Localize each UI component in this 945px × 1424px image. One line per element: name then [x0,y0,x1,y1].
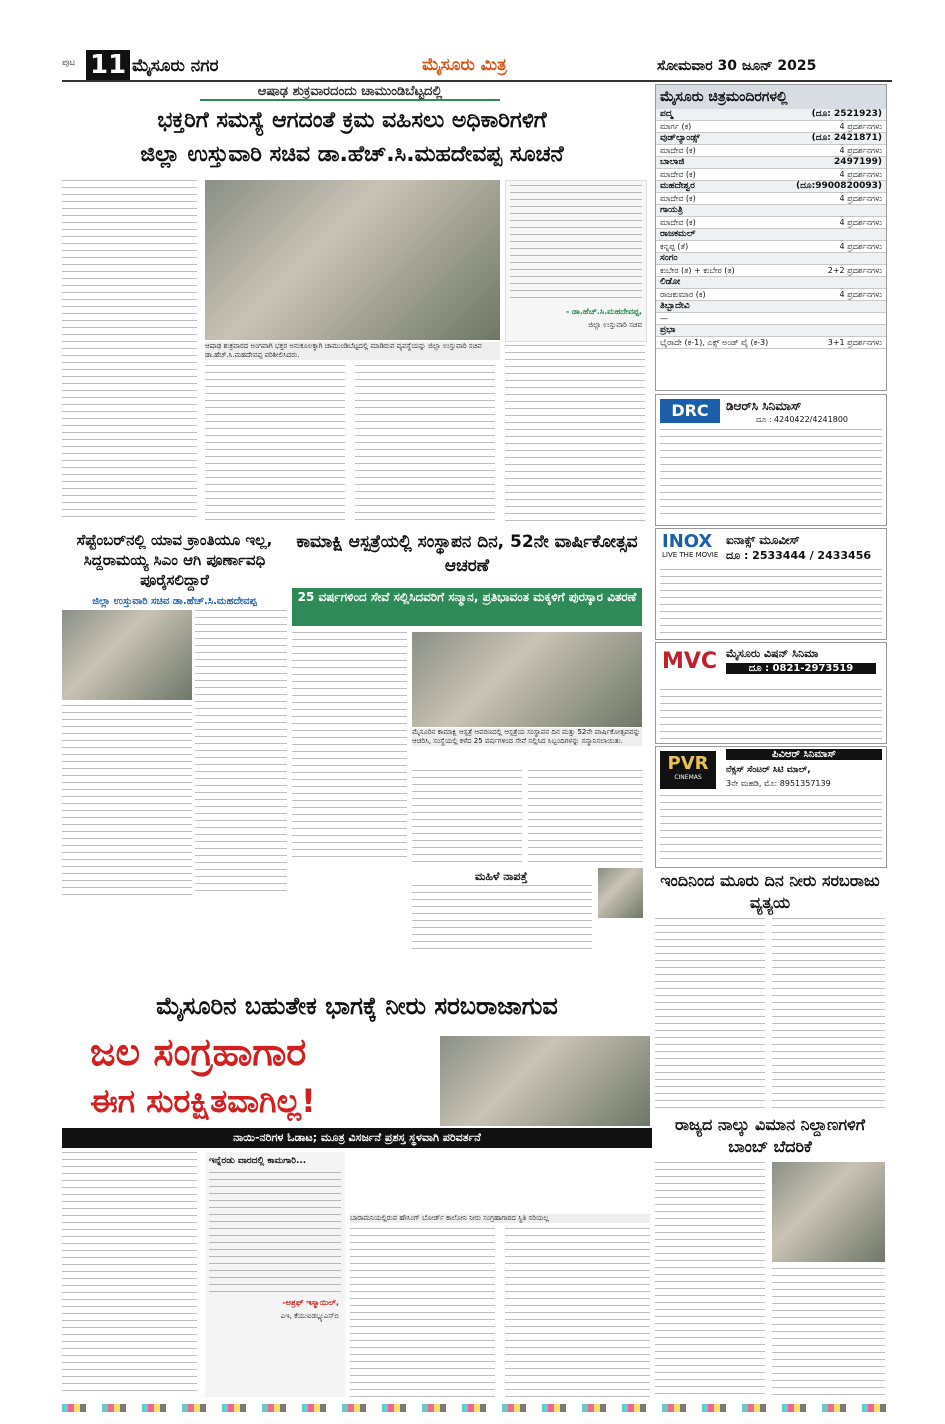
inox-name: ಐನಾಕ್ಸ್ ಮೂವೀಸ್ [726,533,800,547]
film-title: — [660,314,668,323]
film-title: ಭೈರಾದೇ (ಕ-1), ಎಕ್ಸ್ ಅಂಡ್ ವೈ (ಕ-3) [660,338,769,347]
show-count: 2+2 ಪ್ರದರ್ಶನಗಳು [827,266,882,275]
sidebar-role: ಎಇ, ಕೆಯುಐಡಬ್ಲ್ಯುಎಸ್‌ಬಿ [280,1312,339,1320]
hall-label: ರಾಜಕಮಲ್ [660,229,696,239]
sidebar-byline: -ಅಶ್ರಫ್ ಇಸ್ಮಾಯಿಲ್, [282,1298,339,1307]
show-count: 4 ಪ್ರದರ್ಶನಗಳು [839,290,882,299]
page-label: ಪುಟ [62,58,76,68]
drc-box [655,394,887,526]
hall-label: ಬಾಲಾಜಿ [660,157,685,167]
story4-body-col1 [655,918,765,1108]
film-title: ಮಾದೇವ (ಕ) [660,194,696,203]
story5-big-2: ಈಗ ಸುರಕ್ಷಿತವಾಗಿಲ್ಲ! [90,1082,316,1120]
story2-subhead: ಜಿಲ್ಲಾ ಉಸ್ತುವಾರಿ ಸಚಿವ ಡಾ.ಹೆಚ್.ಸಿ.ಮಹದೇವಪ್ಪ [92,596,257,607]
drc-phone: ದೂ : 4240422/4241800 [756,415,849,424]
hall-phone: (ದೂ: 2421871) [811,133,882,143]
cinema-title: ಮೈಸೂರು ಚಿತ್ರಮಂದಿರಗಳಲ್ಲಿ [656,85,886,109]
quote-text [510,185,642,303]
story5-body-col4 [505,1228,650,1398]
story6-headline: ರಾಜ್ಯದ ನಾಲ್ಕು ವಿಮಾನ ನಿಲ್ದಾಣಗಳಿಗೆ ಬಾಂಬ್ ಬೆದರಿಕೆ [674,1115,866,1156]
hall-label: ಮಹದೇಶ್ವರ [660,181,695,191]
story3-body-col1 [292,632,407,862]
story5-big-1: ಜಲ ಸಂಗ್ರಹಾಗಾರ [90,1030,307,1074]
story2-body-col2 [195,610,287,895]
cinema-film-row [656,289,886,301]
story2-body-col1 [62,705,192,895]
pvr-mall: ನೆಕ್ಸಸ್ ಸೆಂಟರ್ ಸಿಟಿ ಮಾಲ್, [726,765,811,775]
cinema-hall-name [656,109,886,121]
drc-name: ಡಿಆರ್‌ಸಿ ಸಿನಿಮಾಸ್ [726,399,802,413]
paper-name: ಮೈಸೂರು ಮಿತ್ರ [422,55,507,75]
story6-body-col1 [655,1162,765,1398]
story3-deck: 25 ವರ್ಷಗಳಿಂದ ಸೇವೆ ಸಲ್ಲಿಸಿದವರಿಗೆ ಸನ್ಮಾನ, ಪ್ರತಿಭಾವಂತ ಮಕ್ಕಳಿಗೆ ಪುರಸ್ಕಾರ ವಿತರಣೆ [292,588,642,626]
masthead [62,50,892,82]
pvr-sub: CINEMAS [674,774,702,781]
pvr-logo: PVR [667,753,709,774]
lead-kicker: ಆಷಾಢ ಶುಕ್ರವಾರದಂದು ಚಾಮುಂಡಿಬೆಟ್ಟದಲ್ಲಿ [200,84,500,101]
cinema-film-row [656,217,886,229]
show-count: 4 ಪ್ರದರ್ಶನಗಳು [839,218,882,227]
sidebar-title: ಇನ್ನೆರಡು ವಾರದಲ್ಲಿ ಕಾಮಗಾರಿ... [209,1156,307,1166]
film-title: ಮಾದೇವ (ಕ) [660,170,696,179]
show-count: 4 ಪ್ರದರ್ಶನಗಳು [839,242,882,251]
mvc-logo: MVC [662,649,718,674]
show-count: 4 ಪ್ರದರ್ಶನಗಳು [839,146,882,155]
film-title: ಮಾದೇವ (ಕ) [660,218,696,227]
story4-body-col2 [772,918,885,1108]
drc-logo: DRC [660,399,720,423]
hall-label: ಲಿಡೋ [660,277,681,287]
missing-person-body [412,885,592,955]
story3-body-col2 [412,770,522,865]
lead-body-col2 [205,365,345,525]
hall-phone: 2497199) [834,157,882,167]
inox-box [655,528,887,640]
page-number: 11 [86,50,130,80]
cinema-hall-name [656,181,886,193]
hall-label: ತಿಬ್ಬಾದೇವಿ [660,301,690,311]
story5-headline: ಮೈಸೂರಿನ ಬಹುತೇಕ ಭಾಗಕ್ಕೆ ನೀರು ಸರಬರಾಜಾಗುವ [156,992,558,1020]
mvc-name: ಮೈಸೂರು ವಿಷನ್ ಸಿನಿಮಾ [726,647,819,660]
inox-schedule [660,569,882,634]
lead-headline-2: ಜಿಲ್ಲಾ ಉಸ್ತುವಾರಿ ಸಚಿವ ಡಾ.ಹೆಚ್.ಸಿ.ಮಹದೇವಪ್ಪ ಸೂಚನೆ [140,142,564,167]
cinema-film-row [656,193,886,205]
missing-person-photo [598,868,643,918]
cinema-film-row [656,337,886,349]
hall-label: ಪ್ರಭಾ [660,325,676,335]
cinema-film-row [656,169,886,181]
pvr-name: ಪಿವಿಆರ್ ಸಿನಿಮಾಸ್ [726,749,882,760]
hall-label: ವುಡ್‌ಲ್ಯಾಂಡ್ಸ್ [660,133,700,143]
lead-photo [205,180,500,340]
pvr-box [655,746,887,868]
quote-role: ಜಿಲ್ಲಾ ಉಸ್ತುವಾರಿ ಸಚಿವ [588,321,642,329]
story2-headline: ಸೆಪ್ಟೆಂಬರ್‌ನಲ್ಲಿ ಯಾವ ಕ್ರಾಂತಿಯೂ ಇಲ್ಲ, ಸಿದ್ದರಾಮಯ್ಯ ಸಿಎಂ ಆಗಿ ಪೂರ್ಣಾವಧಿ ಪೂರೈಸಲಿದ್ದಾರೆ [76,531,273,589]
lead-body-col3 [355,365,495,525]
story5-photo2-caption: ಬಾರಾಮನಿಯಲ್ಲಿರುವ ಹೌಸಿಂಗ್ ಬೋರ್ಡ್ ಕಾಲೋನಿ ನೀರು ಸಂಗ್ರಹಾಗಾರದ ಸ್ಥಿತಿ ಸರಿಯಲ್ಲ [350,1214,650,1223]
cinema-hall-name [656,253,886,265]
hall-phone: (ದೂ: 2521923) [811,109,882,119]
pvr-phone: 3ನೇ ಮಹಡಿ, ಮೊ: 8951357139 [726,779,831,788]
cinema-list [656,109,886,349]
film-title: ಮಾದೇವ (ಕ) [660,146,696,155]
cinema-film-row [656,241,886,253]
mvc-box [655,642,887,744]
cinema-hall-name [656,205,886,217]
cinema-hall-name [656,133,886,145]
missing-person-title: ಮಹಿಳೆ ನಾಪತ್ತೆ [475,870,528,883]
show-count: 4 ಪ್ರದರ್ಶನಗಳು [839,194,882,203]
story2-photo [62,610,192,700]
cinema-box [655,84,887,391]
story6-body-col2 [772,1268,885,1398]
sidebar-text [209,1172,341,1292]
inox-phone: ದೂ : 2533444 / 2433456 [726,549,872,562]
film-title: ಮಾರ್ಗ (ಕ) [660,122,692,131]
story5-body-col3 [350,1228,495,1398]
quote-byline: - ಡಾ.ಹೆಚ್.ಸಿ.ಮಹದೇವಪ್ಪ, [565,307,642,316]
show-count: 3+1 ಪ್ರದರ್ಶನಗಳು [827,338,882,347]
lead-quote-box [505,180,647,342]
cinema-film-row [656,145,886,157]
cinema-hall-name [656,229,886,241]
hall-label: ಗಾಯತ್ರಿ [660,205,683,215]
cinema-film-row [656,121,886,133]
inox-tag: LIVE THE MOVIE [662,551,719,559]
film-title: ಕುಬೇರ (ತ) + ಕುಬೇರ (ತ) [660,266,735,275]
mvc-phone: ದೂ : 0821-2973519 [726,663,876,674]
lead-body-col1 [62,180,197,520]
lead-headline-1: ಭಕ್ತರಿಗೆ ಸಮಸ್ಯೆ ಆಗದಂತೆ ಕ್ರಮ ವಹಿಸಲು ಅಧಿಕಾರಿಗಳಿಗೆ [157,108,547,133]
cinema-hall-name [656,301,886,313]
story3-headline: ಕಾಮಾಕ್ಷಿ ಆಸ್ಪತ್ರೆಯಲ್ಲಿ ಸಂಸ್ಥಾಪನ ದಿನ, 52ನೇ ವಾರ್ಷಿಕೋತ್ಸವ ಆಚರಣೆ [296,532,638,576]
cinema-film-row [656,313,886,325]
cinema-hall-name [656,157,886,169]
pvr-schedule [660,795,882,863]
story5-strap: ನಾಯಿ-ನರಿಗಳ ಓಡಾಟ; ಮೂತ್ರ ವಿಸರ್ಜನೆ ಪ್ರಶಸ್ತ ಸ್ಥಳವಾಗಿ ಪರಿವರ್ತನೆ [62,1128,652,1148]
cinema-film-row [656,265,886,277]
hall-label: ಪದ್ಮ [660,109,673,119]
section-title: ಮೈಸೂರು ನಗರ [132,56,219,76]
film-title: ಕನ್ನಪ್ಪ (ತೆ) [660,242,689,251]
hall-phone: (ದೂ:9900820093) [795,181,882,191]
story5-body-col1 [62,1152,197,1397]
story4-headline: ಇಂದಿನಿಂದ ಮೂರು ದಿನ ನೀರು ಸರಬರಾಜು ವ್ಯತ್ಯಯ [660,871,880,912]
issue-date: ಸೋಮವಾರ 30 ಜೂನ್ 2025 [657,58,817,74]
cinema-hall-name [656,325,886,337]
story5-photo [440,1036,650,1126]
drc-schedule [660,429,882,519]
story3-photo [412,632,642,727]
mvc-schedule [660,689,882,739]
show-count: 4 ಪ್ರದರ್ಶನಗಳು [839,122,882,131]
film-title: ರಾಜಕುಮಾರ (ಕ) [660,290,706,299]
pvr-logo-block [660,751,716,789]
story5-sidebar [205,1152,345,1397]
print-registration-bar [62,1404,892,1412]
story6-photo [772,1162,885,1262]
cinema-hall-name [656,277,886,289]
lead-photo-caption: ಆಷಾಢ ಶುಕ್ರವಾರದ ಅಂಗವಾಗಿ ಭಕ್ತರ ಅನುಕೂಲಕ್ಕಾಗಿ ಚಾಮುಂಡಿಬೆಟ್ಟದಲ್ಲಿ ಮಾಡಿರುವ ವ್ಯವಸ್ಥೆಯನ್ನು ಜಿಲ್ಲಾ ಉಸ್ತುವಾರಿ ಸಚಿವ ಡಾ.ಹೆಚ್.ಸಿ.ಮಹದೇವಪ್ಪ ಪರಿಶೀಲಿಸಿದರು. [205,342,500,360]
story3-body-col3 [528,770,643,865]
show-count: 4 ಪ್ರದರ್ಶನಗಳು [839,170,882,179]
lead-body-col4 [505,345,645,525]
story3-caption: ಮೈಸೂರಿನ ಕಾಮಾಕ್ಷಿ ಆಸ್ಪತ್ರೆ ಆವರಣದಲ್ಲಿ ಆಸ್ಪತ್ರೆಯ ಸಂಸ್ಥಾಪನ ದಿನ ಮತ್ತು 52ನೇ ವಾರ್ಷಿಕೋತ್ಸವವನ್ನು ಆಚರಿಸಿ, ಸಂಸ್ಥೆಯಲ್ಲಿ ಕಳೆದ 25 ವರ್ಷಗಳಿಂದ ಸೇವೆ ಸಲ್ಲಿಸಿದ ಸಿಬ್ಬಂದಿಗಳನ್ನು ಸನ್ಮಾನಿಸಲಾಯಿತು. [412,728,641,745]
hall-label: ಸಂಗಂ [660,253,678,263]
inox-logo: INOX [662,531,713,552]
